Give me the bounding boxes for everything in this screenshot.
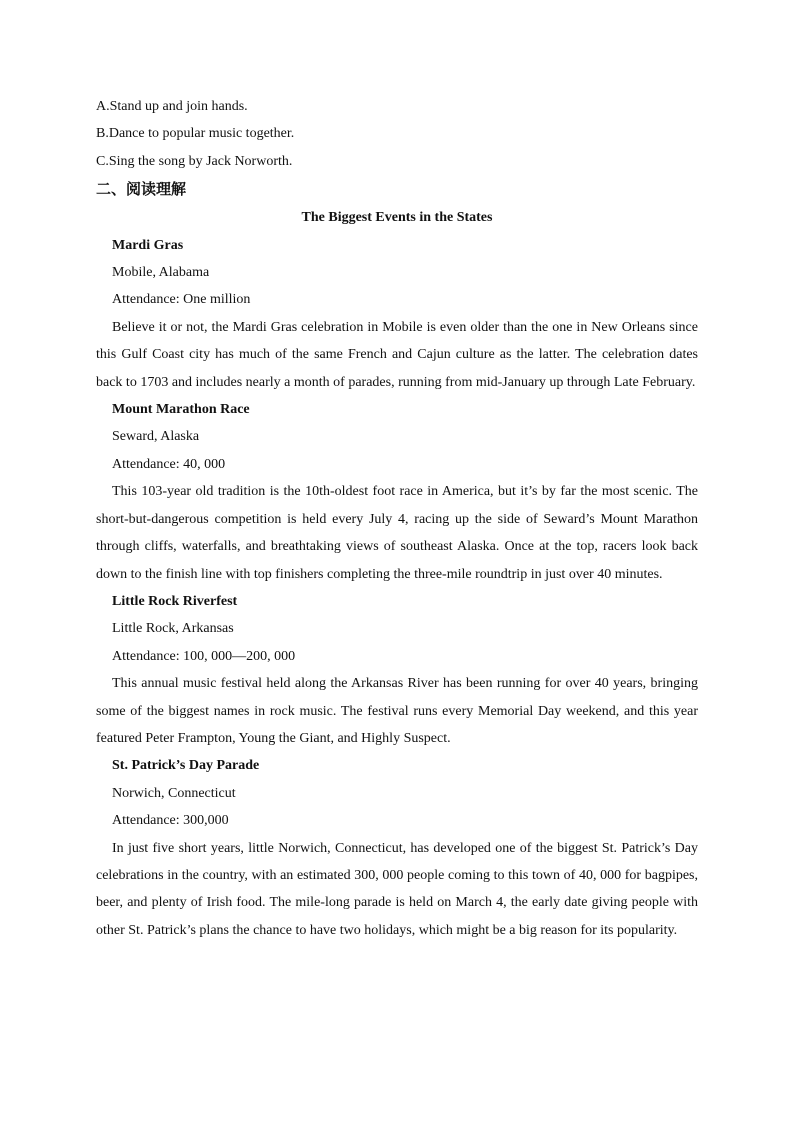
event-location: Mobile, Alabama (112, 265, 210, 281)
event-description: In just five short years, little Norwich, Connecticut, has developed one of the biggest St. Patrick’s Day celebrations in the country, with an estimated 300, 000 people coming to this town of 40, 000 for bagpipes, beer, and plenty of Irish food. The mile-long parade is held on March 4, the early date giving people with other St. Patrick’s plans the chance to have two holidays, which might be a big reason for its popularity. (96, 840, 698, 938)
event-title: Mardi Gras (112, 237, 184, 253)
event-location: Seward, Alaska (112, 429, 200, 445)
event-title: Little Rock Riverfest (112, 593, 238, 609)
event-description: This 103-year old tradition is the 10th-oldest foot race in America, but it’s by far the most scenic. The short-but-dangerous competition is held every July 4, racing up the side of Seward’s Mount Marathon through cliffs, waterfalls, and breathtaking views of southeast Alaska. Once at the top, racers look back down to the finish line with top finishers completing the three-mile roundtrip in just over 40 minutes. (96, 484, 698, 582)
event-mardi-gras (96, 232, 698, 396)
event-title: St. Patrick’s Day Parade (112, 758, 260, 774)
event-description: Believe it or not, the Mardi Gras celebration in Mobile is even older than the one in New Orleans since this Gulf Coast city has much of the same French and Cajun culture as the latter. The celebration dates back to 1703 and includes nearly a month of parades, running from mid-January up through Late February. (96, 319, 698, 390)
event-attendance: Attendance: One million (112, 292, 251, 308)
option-b: B.Dance to popular music together. (96, 126, 295, 142)
event-riverfest (96, 588, 698, 752)
event-description: This annual music festival held along the Arkansas River has been running for over 40 years, bringing some of the biggest names in rock music. The festival runs every Memorial Day weekend, and this year featured Peter Frampton, Young the Giant, and Highly Suspect. (96, 676, 698, 746)
section-heading: 二、阅读理解 (96, 180, 187, 199)
event-attendance: Attendance: 100, 000—200, 000 (112, 648, 296, 664)
document-page (96, 93, 698, 944)
event-location: Little Rock, Arkansas (112, 621, 234, 637)
event-attendance: Attendance: 300,000 (112, 813, 229, 829)
event-attendance: Attendance: 40, 000 (112, 456, 226, 472)
article-title: The Biggest Events in the States (301, 210, 493, 226)
event-location: Norwich, Connecticut (112, 785, 236, 801)
event-title: Mount Marathon Race (112, 402, 250, 418)
option-a: A.Stand up and join hands. (96, 99, 248, 114)
event-mount-marathon (96, 396, 698, 588)
event-st-patricks (96, 752, 698, 944)
option-c: C.Sing the song by Jack Norworth. (96, 153, 293, 169)
